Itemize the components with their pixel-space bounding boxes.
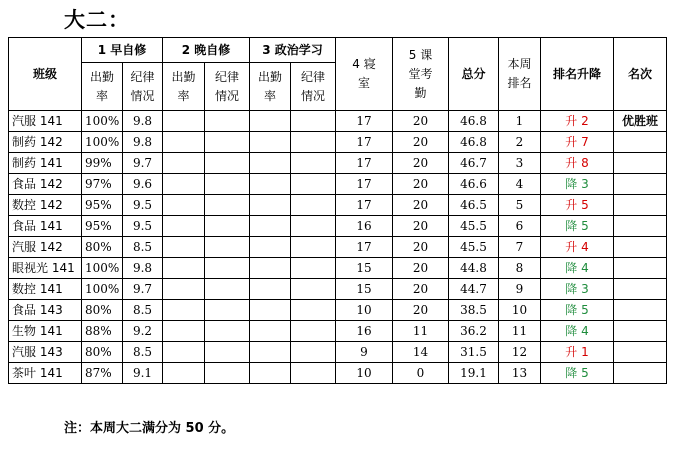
total-cell: 46.8	[449, 132, 499, 153]
evening-discipline-cell	[205, 174, 250, 195]
morning-attendance-cell: 88%	[82, 321, 123, 342]
header-evening-rate: 出勤率	[163, 63, 205, 111]
table-row	[9, 237, 667, 258]
header-rank: 本周排名	[499, 38, 541, 111]
evening-attendance-cell	[163, 111, 205, 132]
evening-discipline-cell	[205, 216, 250, 237]
evening-discipline-cell	[205, 195, 250, 216]
total-cell: 46.6	[449, 174, 499, 195]
table-row	[9, 153, 667, 174]
rank-change-cell: 升 4	[541, 237, 614, 258]
total-cell: 45.5	[449, 237, 499, 258]
rank-change-cell: 升 2	[541, 111, 614, 132]
class-cell: 数控 142	[9, 195, 82, 216]
dorm-cell: 16	[336, 321, 393, 342]
politics-discipline-cell	[291, 195, 336, 216]
morning-attendance-cell: 100%	[82, 258, 123, 279]
morning-attendance-cell: 100%	[82, 132, 123, 153]
rank-cell: 3	[499, 153, 541, 174]
politics-attendance-cell	[250, 195, 291, 216]
evening-discipline-cell	[205, 342, 250, 363]
total-cell: 38.5	[449, 300, 499, 321]
rank-change-cell: 升 8	[541, 153, 614, 174]
morning-discipline-cell: 9.5	[123, 195, 163, 216]
table-row	[9, 258, 667, 279]
total-cell: 36.2	[449, 321, 499, 342]
header-morning: 1 早自修	[82, 38, 163, 63]
evening-attendance-cell	[163, 153, 205, 174]
honor-cell: 优胜班	[614, 111, 667, 132]
total-cell: 31.5	[449, 342, 499, 363]
morning-attendance-cell: 99%	[82, 153, 123, 174]
politics-discipline-cell	[291, 216, 336, 237]
table-row	[9, 363, 667, 384]
honor-cell	[614, 363, 667, 384]
table-row	[9, 132, 667, 153]
dorm-cell: 10	[336, 300, 393, 321]
rank-cell: 13	[499, 363, 541, 384]
evening-discipline-cell	[205, 111, 250, 132]
class-cell: 生物 141	[9, 321, 82, 342]
dorm-cell: 9	[336, 342, 393, 363]
class-cell: 食品 142	[9, 174, 82, 195]
politics-attendance-cell	[250, 132, 291, 153]
dorm-cell: 17	[336, 195, 393, 216]
politics-discipline-cell	[291, 111, 336, 132]
header-evening-discipline: 纪律情况	[205, 63, 250, 111]
morning-discipline-cell: 8.5	[123, 342, 163, 363]
politics-attendance-cell	[250, 111, 291, 132]
rank-cell: 12	[499, 342, 541, 363]
header-honor: 名次	[614, 38, 667, 111]
rank-cell: 6	[499, 216, 541, 237]
header-class: 班级	[9, 38, 82, 111]
rank-cell: 1	[499, 111, 541, 132]
morning-attendance-cell: 97%	[82, 174, 123, 195]
morning-discipline-cell: 9.8	[123, 132, 163, 153]
politics-attendance-cell	[250, 342, 291, 363]
evening-attendance-cell	[163, 174, 205, 195]
evening-attendance-cell	[163, 258, 205, 279]
total-cell: 44.7	[449, 279, 499, 300]
evening-attendance-cell	[163, 342, 205, 363]
dorm-cell: 17	[336, 111, 393, 132]
politics-attendance-cell	[250, 279, 291, 300]
evening-discipline-cell	[205, 153, 250, 174]
honor-cell	[614, 300, 667, 321]
header-change: 排名升降	[541, 38, 614, 111]
class-cell: 汽服 141	[9, 111, 82, 132]
evening-discipline-cell	[205, 363, 250, 384]
rank-change-cell: 升 1	[541, 342, 614, 363]
morning-discipline-cell: 9.5	[123, 216, 163, 237]
evening-discipline-cell	[205, 321, 250, 342]
rank-cell: 7	[499, 237, 541, 258]
class-cell: 汽服 142	[9, 237, 82, 258]
evening-discipline-cell	[205, 258, 250, 279]
honor-cell	[614, 216, 667, 237]
morning-attendance-cell: 80%	[82, 237, 123, 258]
class-cell: 食品 143	[9, 300, 82, 321]
classroom-cell: 20	[393, 258, 449, 279]
evening-attendance-cell	[163, 300, 205, 321]
score-table	[8, 37, 667, 384]
rank-change-cell: 升 5	[541, 195, 614, 216]
politics-discipline-cell	[291, 174, 336, 195]
table-row	[9, 216, 667, 237]
politics-attendance-cell	[250, 321, 291, 342]
politics-attendance-cell	[250, 237, 291, 258]
class-cell: 食品 141	[9, 216, 82, 237]
classroom-cell: 20	[393, 195, 449, 216]
rank-cell: 8	[499, 258, 541, 279]
total-cell: 45.5	[449, 216, 499, 237]
evening-attendance-cell	[163, 216, 205, 237]
morning-discipline-cell: 9.7	[123, 279, 163, 300]
header-dorm: 4 寝室	[336, 38, 393, 111]
total-cell: 46.5	[449, 195, 499, 216]
morning-discipline-cell: 8.5	[123, 300, 163, 321]
honor-cell	[614, 279, 667, 300]
evening-discipline-cell	[205, 300, 250, 321]
evening-attendance-cell	[163, 237, 205, 258]
class-cell: 眼视光 141	[9, 258, 82, 279]
class-cell: 汽服 143	[9, 342, 82, 363]
dorm-cell: 15	[336, 258, 393, 279]
classroom-cell: 20	[393, 132, 449, 153]
honor-cell	[614, 153, 667, 174]
rank-cell: 2	[499, 132, 541, 153]
honor-cell	[614, 258, 667, 279]
morning-attendance-cell: 87%	[82, 363, 123, 384]
class-cell: 数控 141	[9, 279, 82, 300]
politics-discipline-cell	[291, 363, 336, 384]
politics-discipline-cell	[291, 279, 336, 300]
table-row	[9, 174, 667, 195]
morning-discipline-cell: 9.1	[123, 363, 163, 384]
classroom-cell: 14	[393, 342, 449, 363]
rank-cell: 4	[499, 174, 541, 195]
rank-cell: 9	[499, 279, 541, 300]
classroom-cell: 20	[393, 111, 449, 132]
politics-discipline-cell	[291, 321, 336, 342]
evening-attendance-cell	[163, 195, 205, 216]
honor-cell	[614, 132, 667, 153]
table-row	[9, 300, 667, 321]
morning-attendance-cell: 100%	[82, 111, 123, 132]
classroom-cell: 20	[393, 153, 449, 174]
header-politics-discipline: 纪律情况	[291, 63, 336, 111]
dorm-cell: 10	[336, 363, 393, 384]
header-morning-discipline: 纪律情况	[123, 63, 163, 111]
politics-discipline-cell	[291, 153, 336, 174]
politics-discipline-cell	[291, 237, 336, 258]
evening-attendance-cell	[163, 132, 205, 153]
classroom-cell: 20	[393, 300, 449, 321]
classroom-cell: 20	[393, 237, 449, 258]
evening-attendance-cell	[163, 321, 205, 342]
page-title: 大二：	[64, 8, 130, 32]
rank-change-cell: 降 4	[541, 321, 614, 342]
total-cell: 46.8	[449, 111, 499, 132]
header-morning-rate: 出勤率	[82, 63, 123, 111]
politics-discipline-cell	[291, 258, 336, 279]
rank-change-cell: 降 5	[541, 363, 614, 384]
evening-discipline-cell	[205, 132, 250, 153]
classroom-cell: 11	[393, 321, 449, 342]
classroom-cell: 20	[393, 279, 449, 300]
classroom-cell: 0	[393, 363, 449, 384]
table-row	[9, 342, 667, 363]
evening-attendance-cell	[163, 279, 205, 300]
honor-cell	[614, 342, 667, 363]
honor-cell	[614, 237, 667, 258]
rank-cell: 11	[499, 321, 541, 342]
politics-attendance-cell	[250, 216, 291, 237]
politics-attendance-cell	[250, 258, 291, 279]
politics-discipline-cell	[291, 132, 336, 153]
honor-cell	[614, 174, 667, 195]
header-classroom: 5 课堂考勤	[393, 38, 449, 111]
rank-cell: 10	[499, 300, 541, 321]
table-row	[9, 321, 667, 342]
rank-change-cell: 降 5	[541, 216, 614, 237]
evening-discipline-cell	[205, 237, 250, 258]
total-cell: 44.8	[449, 258, 499, 279]
dorm-cell: 17	[336, 237, 393, 258]
morning-discipline-cell: 8.5	[123, 237, 163, 258]
rank-change-cell: 降 3	[541, 174, 614, 195]
morning-discipline-cell: 9.7	[123, 153, 163, 174]
total-cell: 19.1	[449, 363, 499, 384]
morning-discipline-cell: 9.2	[123, 321, 163, 342]
morning-attendance-cell: 100%	[82, 279, 123, 300]
total-cell: 46.7	[449, 153, 499, 174]
politics-discipline-cell	[291, 342, 336, 363]
politics-attendance-cell	[250, 300, 291, 321]
footnote: 注：本周大二满分为 50 分。	[64, 421, 235, 436]
honor-cell	[614, 321, 667, 342]
header-politics: 3 政治学习	[250, 38, 336, 63]
honor-cell	[614, 195, 667, 216]
rank-cell: 5	[499, 195, 541, 216]
morning-attendance-cell: 95%	[82, 195, 123, 216]
morning-attendance-cell: 80%	[82, 300, 123, 321]
table-row	[9, 111, 667, 132]
rank-change-cell: 降 5	[541, 300, 614, 321]
dorm-cell: 17	[336, 132, 393, 153]
morning-discipline-cell: 9.6	[123, 174, 163, 195]
politics-discipline-cell	[291, 300, 336, 321]
class-cell: 制药 141	[9, 153, 82, 174]
table-row	[9, 279, 667, 300]
class-cell: 制药 142	[9, 132, 82, 153]
dorm-cell: 16	[336, 216, 393, 237]
header-total: 总分	[449, 38, 499, 111]
rank-change-cell: 降 3	[541, 279, 614, 300]
evening-attendance-cell	[163, 363, 205, 384]
class-cell: 茶叶 141	[9, 363, 82, 384]
dorm-cell: 15	[336, 279, 393, 300]
header-politics-rate: 出勤率	[250, 63, 291, 111]
rank-change-cell: 降 4	[541, 258, 614, 279]
morning-attendance-cell: 95%	[82, 216, 123, 237]
header-evening: 2 晚自修	[163, 38, 250, 63]
politics-attendance-cell	[250, 363, 291, 384]
evening-discipline-cell	[205, 279, 250, 300]
dorm-cell: 17	[336, 153, 393, 174]
classroom-cell: 20	[393, 174, 449, 195]
table-row	[9, 195, 667, 216]
rank-change-cell: 升 7	[541, 132, 614, 153]
politics-attendance-cell	[250, 153, 291, 174]
morning-attendance-cell: 80%	[82, 342, 123, 363]
classroom-cell: 20	[393, 216, 449, 237]
politics-attendance-cell	[250, 174, 291, 195]
morning-discipline-cell: 9.8	[123, 111, 163, 132]
morning-discipline-cell: 9.8	[123, 258, 163, 279]
dorm-cell: 17	[336, 174, 393, 195]
